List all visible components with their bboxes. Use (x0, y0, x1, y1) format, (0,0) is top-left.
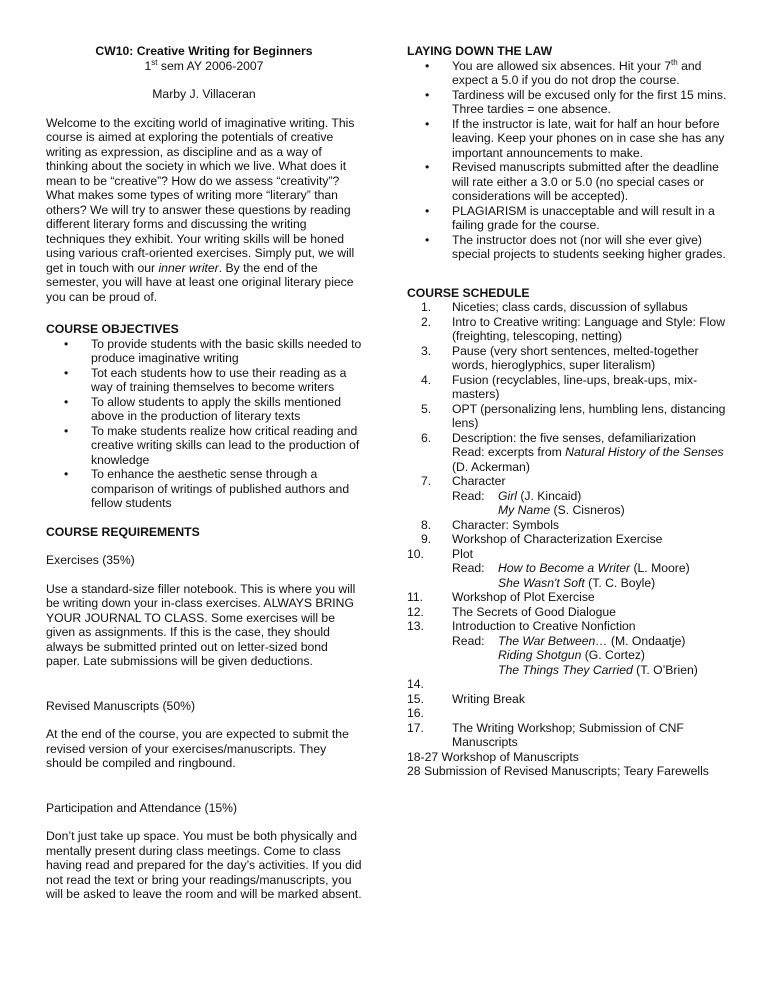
schedule-item (407, 721, 729, 750)
left-column (46, 44, 362, 902)
semester-ordinal: st (151, 57, 158, 67)
schedule-number: 6. (421, 430, 432, 445)
objective-item: • To enhance the aesthetic sense through a comparison of writings of published authors and fellow students (46, 467, 362, 511)
schedule-item (407, 344, 729, 373)
reading-author: (T. O’Brien) (632, 662, 698, 677)
reading-author: (J. Kincaid) (516, 488, 582, 503)
schedule-text: Description: the five senses, defamiliarization (452, 430, 696, 445)
schedule-item (407, 605, 729, 620)
schedule-number: 9. (421, 532, 432, 546)
schedule-item (407, 315, 729, 344)
reading-row (452, 576, 729, 591)
law-item: • PLAGIARISM is unacceptable and will result in a failing grade for the course. (407, 204, 729, 233)
schedule-number: 18-27 (407, 749, 439, 764)
reading-author: (S. Cisneros) (550, 503, 625, 517)
objectives-heading: COURSE OBJECTIVES (46, 322, 179, 336)
schedule-number: 28 (407, 764, 421, 778)
schedule-number: 4. (421, 372, 432, 387)
schedule-text: Character (452, 474, 506, 488)
law-item: • The instructor does not (nor will she ever give) special projects to students seeking higher grades. (407, 233, 729, 262)
reading-title: My Name (498, 503, 551, 517)
course-title: CW10: Creative Writing for Beginners (95, 44, 313, 58)
schedule-list (407, 300, 729, 779)
reading-title: Riding Shotgun (498, 648, 582, 662)
intro-text-1: Welcome to the exciting world of imaginative writing. This course is aimed at exploring the potentials of creative writing as expression, as discipline and as a way of thinking about the society in which we live. What does it mean to be “creative”? How do we assess “creativity”? What makes some types of writing more “literary” than others? We will try to answer these questions by reading different literary forms and discussing the writing techniques they exhibit. Your writing skills will be honed using various craft-oriented exercises. Simply put, we will get in touch with our (46, 115, 355, 275)
objective-item: • To make students realize how critical reading and creative writing skills can lead to the production of knowledge (46, 424, 362, 468)
law-item-ordinal: th (671, 57, 678, 67)
objectives-list (46, 337, 362, 511)
schedule-text: OPT (personalizing lens, humbling lens, distancing lens) (452, 401, 726, 430)
reading-row (452, 561, 729, 576)
read-label: Read: (452, 633, 485, 648)
schedule-item (407, 619, 729, 677)
schedule-number: 3. (421, 343, 432, 358)
reading-row (452, 503, 729, 518)
law-item-text: and expect a 5.0 if you do not drop the course. (452, 58, 702, 87)
schedule-text: Pause (very short sentences, melted-together words, hieroglyphics, super literalism) (452, 343, 699, 372)
semester-line (46, 59, 362, 74)
schedule-text: Character: Symbols (452, 517, 560, 532)
law-item: • If the instructor is late, wait for half an hour before leaving. Keep your phones on in case she has any important announcements to make. (407, 117, 729, 161)
schedule-number: 5. (421, 401, 432, 416)
schedule-text (452, 706, 455, 720)
schedule-number: 11. (407, 590, 424, 604)
exercises-title: Exercises (35%) (46, 553, 135, 567)
reading-author: (L. Moore) (630, 561, 690, 575)
schedule-text: Niceties; class cards, discussion of syllabus (452, 300, 688, 314)
schedule-number: 8. (421, 517, 432, 532)
intro-text-2: . By the end of the semester, you will have at least one original literary piece you can be proud of. (46, 260, 354, 304)
reading-prefix: excerpts from (487, 445, 566, 459)
schedule-heading: COURSE SCHEDULE (407, 285, 530, 300)
reading-title: Girl (498, 488, 517, 503)
instructor-name: Marby J. Villaceran (152, 87, 256, 101)
schedule-number: 12. (407, 604, 424, 619)
reading-row (452, 445, 729, 474)
schedule-text: Introduction to Creative Nonfiction (452, 619, 636, 633)
schedule-text: Submission of Revised Manuscripts; Teary Farewells (420, 764, 709, 778)
reading-row (452, 648, 729, 663)
schedule-number: 7. (421, 474, 432, 488)
law-item (407, 59, 729, 88)
schedule-item (407, 764, 729, 779)
schedule-item (407, 706, 729, 721)
objective-item: • To allow students to apply the skills mentioned above in the production of literary texts (46, 395, 362, 424)
schedule-item (407, 300, 729, 315)
schedule-text: Fusion (recyclables, line-ups, break-ups, mix-masters) (452, 372, 698, 401)
schedule-item (407, 547, 729, 591)
participation-title: Participation and Attendance (15%) (46, 800, 238, 815)
law-item: • Tardiness will be excused only for the first 15 mins. Three tardies = one absence. (407, 88, 729, 117)
schedule-number: 13. (407, 619, 424, 633)
read-label: Read: (452, 445, 485, 459)
schedule-number: 10. (407, 546, 424, 561)
reading-row (452, 663, 729, 678)
schedule-item (407, 532, 729, 547)
requirements-heading: COURSE REQUIREMENTS (46, 524, 200, 539)
schedule-text: Plot (452, 546, 474, 561)
schedule-text: Workshop of Manuscripts (438, 749, 579, 764)
semester-number: 1 (144, 58, 152, 73)
intro-italic: inner writer (158, 260, 219, 275)
schedule-item (407, 590, 729, 605)
read-label: Read: (452, 488, 485, 503)
reading-author: (G. Cortez) (581, 648, 645, 662)
intro-paragraph (46, 116, 362, 305)
schedule-number: 16. (407, 706, 424, 720)
schedule-number: 17. (407, 720, 424, 735)
reading-author: (T. C. Boyle) (584, 575, 656, 590)
schedule-number: 15. (407, 691, 424, 706)
schedule-text: The Writing Workshop; Submission of CNF Manuscripts (452, 720, 684, 749)
schedule-text: Workshop of Plot Exercise (452, 590, 595, 604)
semester-text: sem AY 2006-2007 (157, 58, 264, 73)
right-column (407, 44, 729, 779)
reading-row (452, 489, 729, 504)
schedule-item (407, 750, 729, 765)
schedule-text (452, 677, 455, 691)
read-label: Read: (452, 561, 485, 575)
objective-item: • To provide students with the basic skills needed to produce imaginative writing (46, 337, 362, 366)
schedule-number: 2. (421, 314, 432, 329)
schedule-item (407, 373, 729, 402)
reading-author: (D. Ackerman) (452, 459, 530, 474)
revised-text: At the end of the course, you are expected to submit the revised version of your exercises/manuscripts. They should be compiled and ringbound. (46, 727, 349, 770)
reading-title: The Things They Carried (498, 662, 633, 677)
schedule-item (407, 402, 729, 431)
law-item-text: You are allowed six absences. Hit your 7 (452, 58, 672, 73)
schedule-number: 1. (421, 300, 432, 314)
schedule-item (407, 677, 729, 692)
schedule-text: Intro to Creative writing: Language and Style: Flow (freighting, telescoping, netting) (452, 314, 726, 343)
reading-title: How to Become a Writer (498, 561, 631, 575)
objective-item: • Tot each students how to use their reading as a way of training themselves to become writers (46, 366, 362, 395)
reading-title: Natural History of the Senses (565, 445, 724, 459)
schedule-item (407, 518, 729, 533)
reading-author: (M. Ondaatje) (607, 633, 686, 648)
schedule-item (407, 692, 729, 707)
reading-title: She Wasn't Soft (498, 575, 585, 590)
schedule-item (407, 431, 729, 475)
participation-text: Don’t just take up space. You must be both physically and mentally present during class meetings. Come to class having read and prepared for the day’s activities. If you did not read the text or bring your readings/manuscripts, you will be asked to leave the room and will be marked absent. (46, 829, 362, 901)
schedule-text: Workshop of Characterization Exercise (452, 532, 663, 546)
law-item: • Revised manuscripts submitted after the deadline will rate either a 3.0 or 5.0 (no special cases or considerations will be accepted). (407, 160, 729, 204)
schedule-number: 14. (407, 677, 424, 691)
reading-row (452, 634, 729, 649)
revised-title: Revised Manuscripts (50%) (46, 698, 196, 713)
schedule-text: The Secrets of Good Dialogue (452, 604, 616, 619)
exercises-text: Use a standard-size filler notebook. This is where you will be writing down your in-class exercises. ALWAYS BRING YOUR JOURNAL TO CLASS. Some exercises will be given as assignments. If this is the case, they should always be submitted printed out on letter-sized bond paper. Late submissions will be given deductions. (46, 581, 356, 668)
schedule-item (407, 474, 729, 518)
law-list (407, 59, 729, 262)
schedule-text: Writing Break (452, 691, 525, 706)
law-heading: LAYING DOWN THE LAW (407, 44, 553, 58)
reading-title: The War Between… (498, 633, 608, 648)
